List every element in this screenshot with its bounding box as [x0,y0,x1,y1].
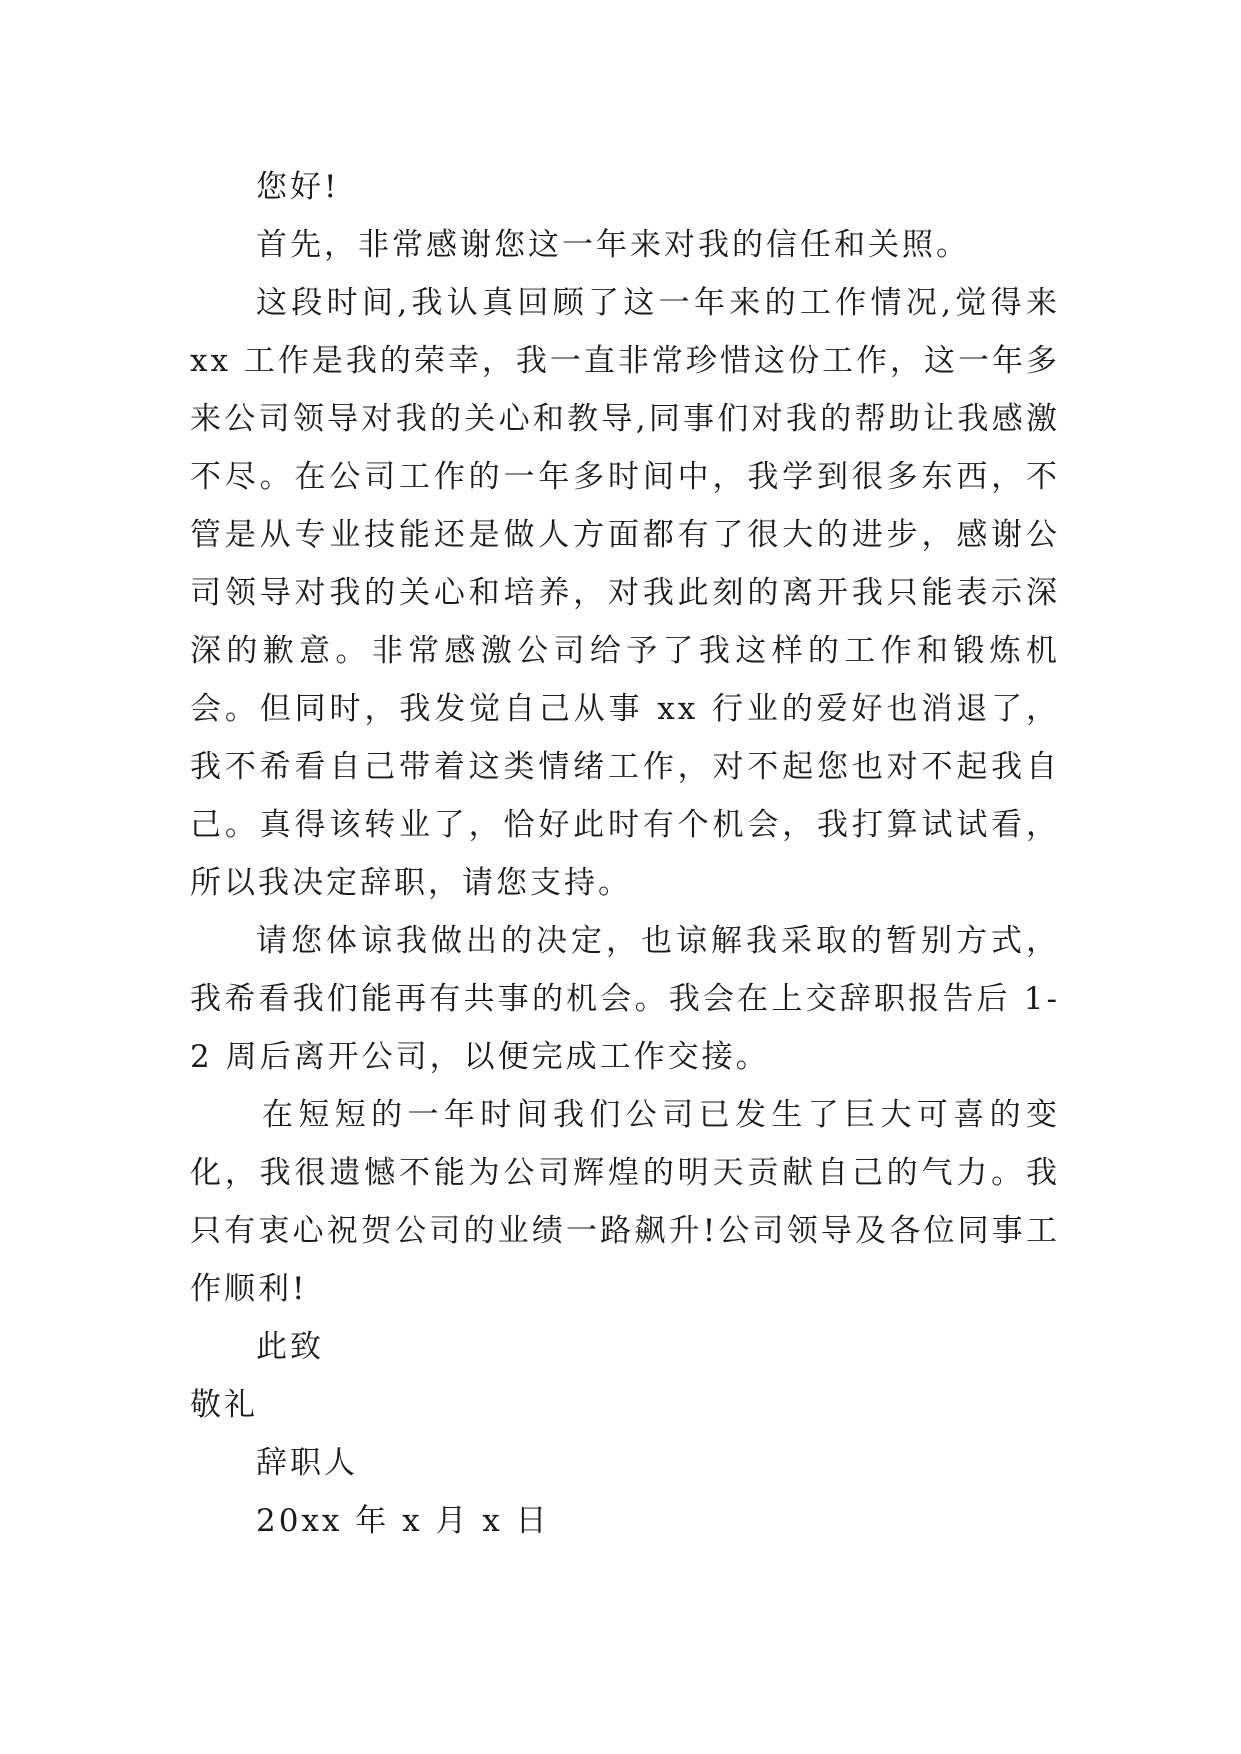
letter-signer: 辞职人 [256,1445,358,1481]
letter-date: 20xx 年 x 月 x 日 [256,1503,550,1539]
letter-body [190,158,1060,1550]
letter-paragraph: 请您体谅我做出的决定，也谅解我采取的暂别方式，我希看我们能再有共事的机会。我会在上交辞职报告后 1-2 周后离开公司，以便完成工作交接。 [190,923,1060,1075]
letter-closing: 此致 [256,1329,324,1365]
letter-paragraph: 首先，非常感谢您这一年来对我的信任和关照。 [256,227,970,263]
letter-salute: 敬礼 [190,1387,258,1423]
letter-paragraph: 在短短的一年时间我们公司已发生了巨大可喜的变化，我很遗憾不能为公司辉煌的明天贡献自己的气力。我只有衷心祝贺公司的业绩一路飙升!公司领导及各位同事工作顺利! [190,1097,1060,1307]
letter-greeting: 您好! [256,169,340,205]
letter-paragraph: 这段时间,我认真回顾了这一年来的工作情况,觉得来 xx 工作是我的荣幸，我一直非常珍惜这份工作，这一年多来公司领导对我的关心和教导,同事们对我的帮助让我感激不尽。在公司工作的一年多时间中，我学到很多东西，不管是从专业技能还是做人方面都有了很大的进步，感谢公司领导对我的关心和培养，对我此刻的离开我只能表示深深的歉意。非常感激公司给予了我这样的工作和锻炼机会。但同时，我发觉自己从事 xx 行业的爱好也消退了，我不希看自己带着这类情绪工作，对不起您也对不起我自己。真得该转业了，恰好此时有个机会，我打算试试看，所以我决定辞职，请您支持。 [190,285,1060,901]
